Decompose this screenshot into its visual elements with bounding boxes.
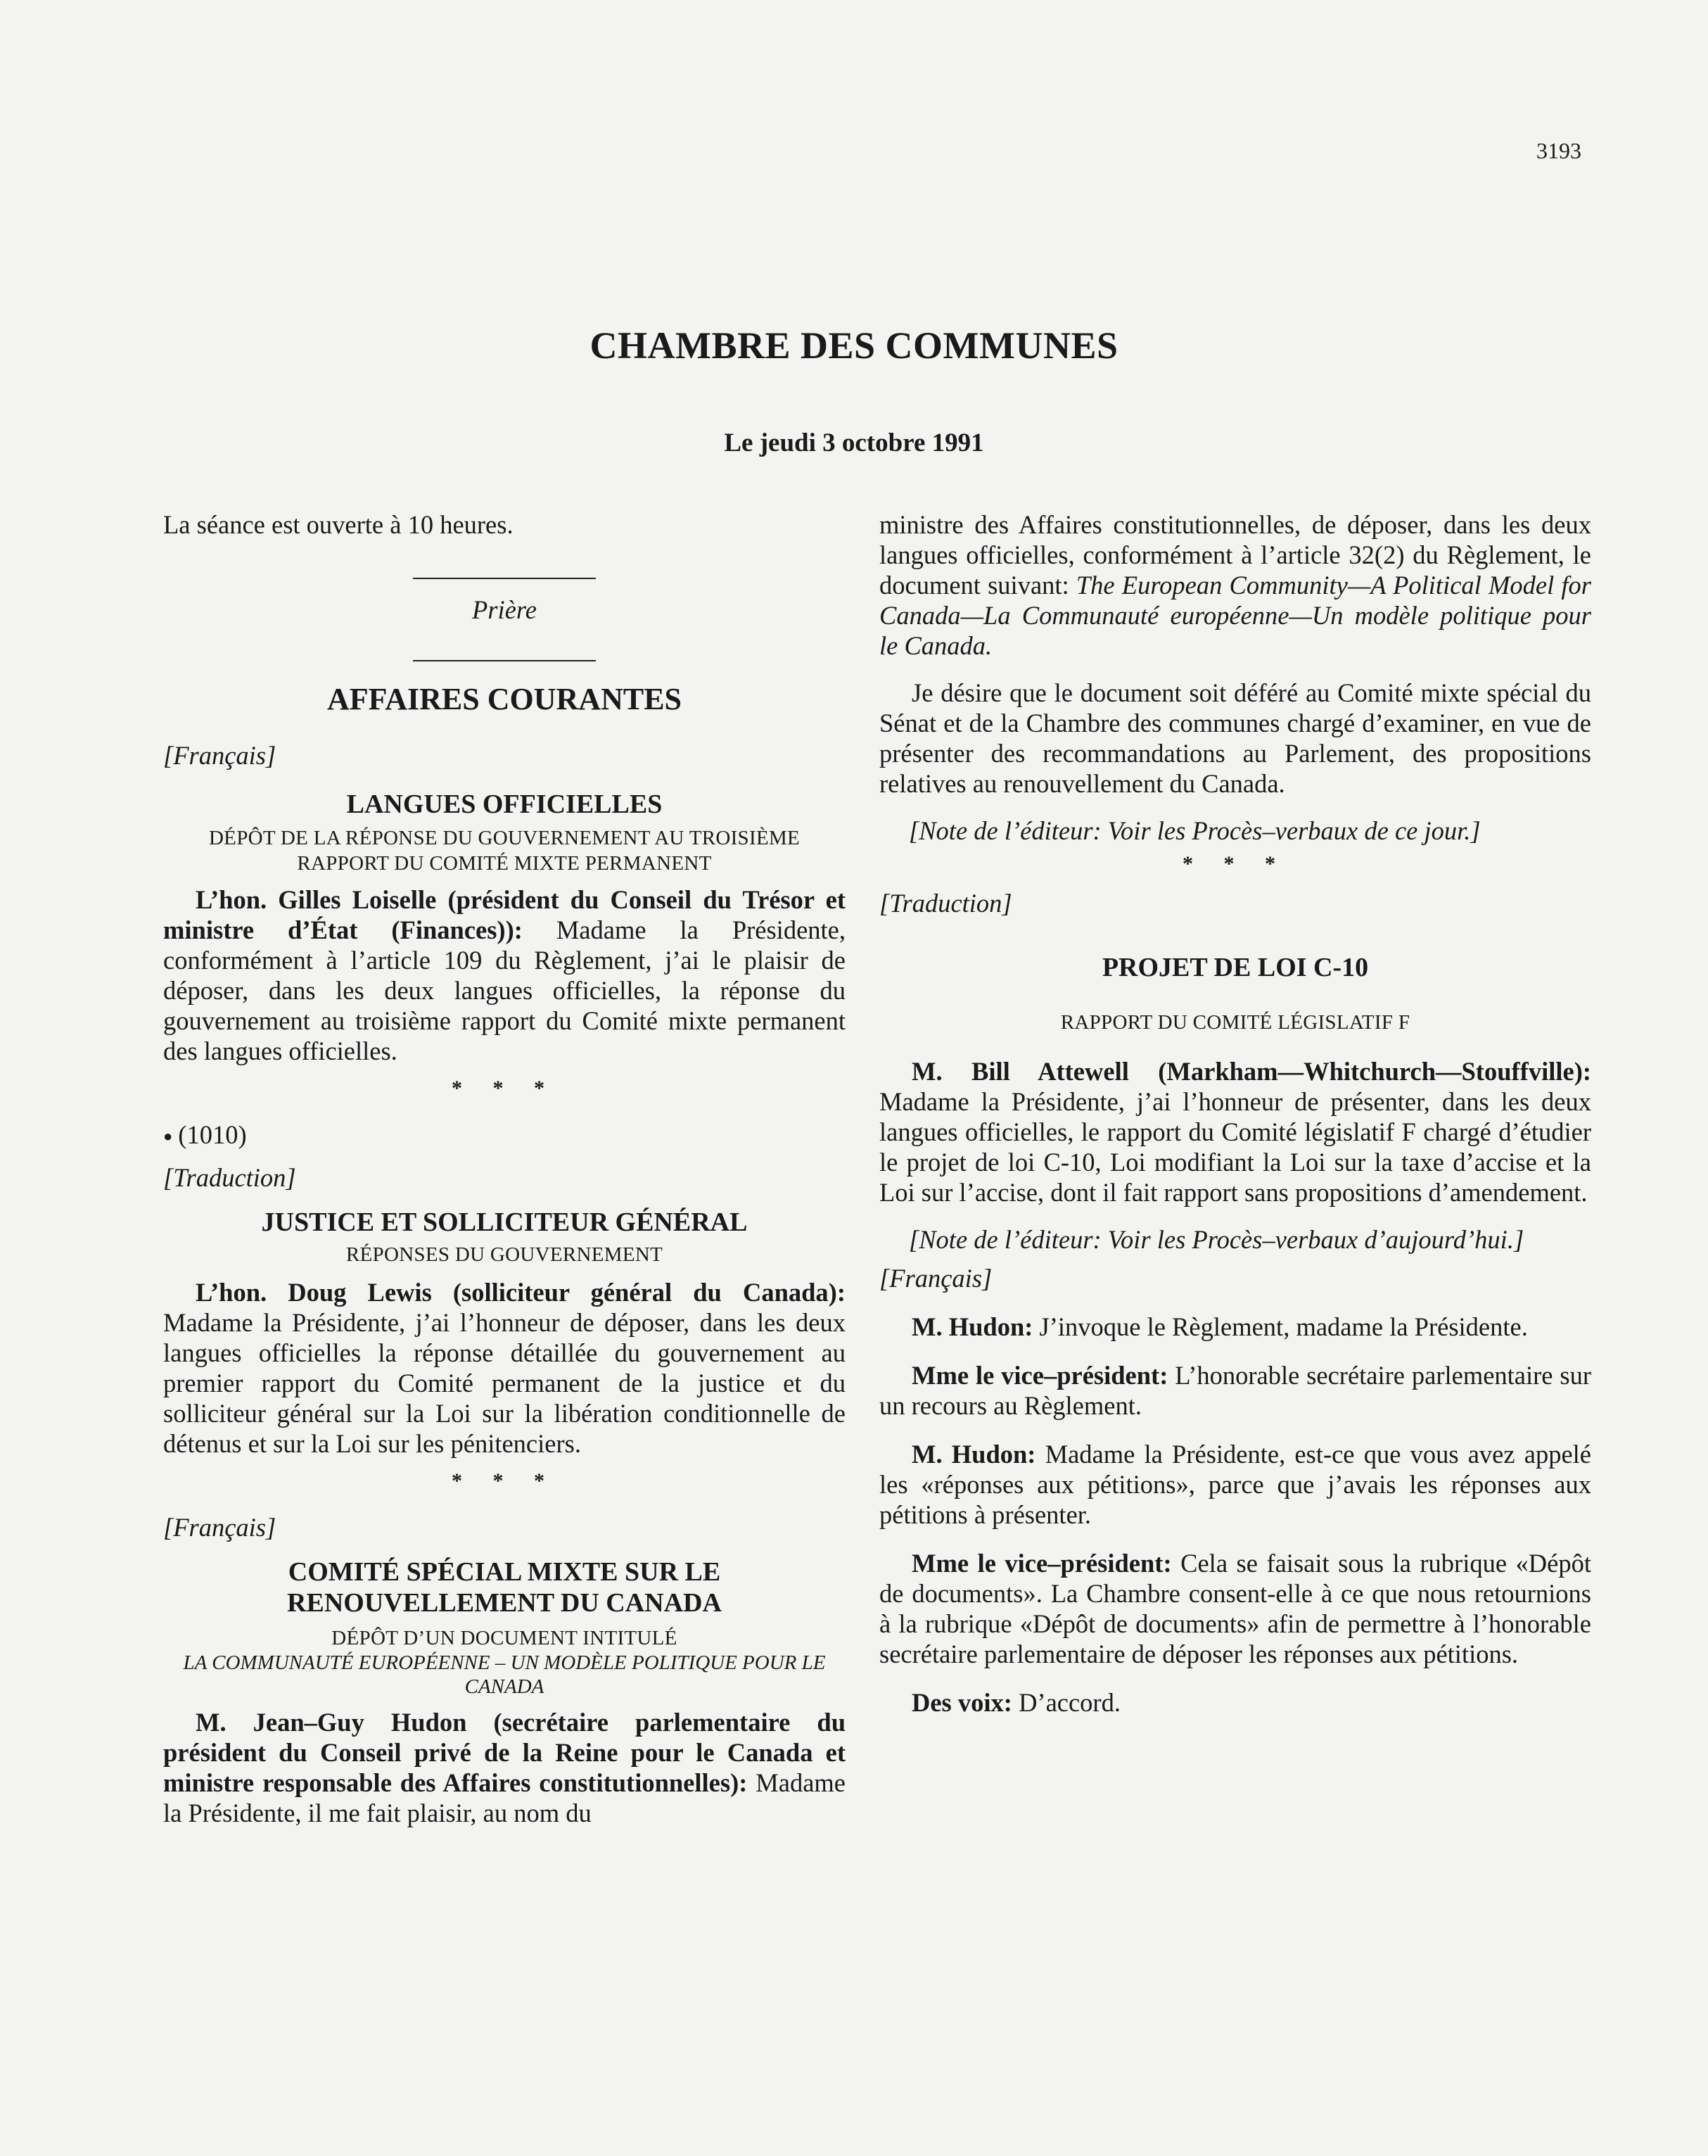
divider xyxy=(413,660,596,661)
time-marker: ● (1010) xyxy=(163,1120,846,1151)
speech-text: Cela se faisait sous la rubrique «Dépôt de documents». La Chambre consent-elle à ce que nous retournions à la rubrique «Dépôt de documents» afin de permettre à l’honorable secrétaire parlementaire de déposer les réponses aux pétitions. xyxy=(879,1549,1592,1668)
editor-note: [Note de l’éditeur: Voir les Procès–verbaux de ce jour.] xyxy=(909,816,1481,845)
hudon-question-paragraph xyxy=(879,1439,1591,1530)
language-tag: [Traduction] xyxy=(163,1163,296,1192)
speech-text: Madame la Présidente, j’ai l’honneur de présenter, dans les deux langues officielles, le rapport du Comité législatif F chargé d’étudier le projet de loi C-10, Loi modifiant la Loi sur la taxe d’accise et la Loi sur l’accise, dont il fait rapport sans propositions d’amendement. xyxy=(879,1087,1591,1207)
hudon-continued-paragraph xyxy=(879,509,1591,661)
speech-text: Madame la Présidente, j’ai l’honneur de déposer, dans les deux langues officielles la réponse détaillée du gouvernement au premier rapport du Comité permanent de la justice et du solliciteur général sur la Loi sur la libération conditionnelle de détenus et sur la Loi sur les pénitenciers. xyxy=(163,1308,846,1458)
rapport-subheading: RAPPORT DU COMITÉ LÉGISLATIF F xyxy=(1060,1011,1410,1034)
left-column xyxy=(163,508,846,1828)
language-tag: [Français] xyxy=(163,741,276,770)
divider xyxy=(413,578,596,579)
speech-text: Madame la Présidente, il me fait plaisir, au nom du xyxy=(163,1768,846,1827)
speaker-name: M. Jean–Guy Hudon (secrétaire parlementaire du président du Conseil privé de la Reine pour le Canada et ministre responsable des Affaires constitutionnelles): xyxy=(163,1708,846,1797)
lewis-paragraph xyxy=(163,1277,846,1459)
voices-paragraph xyxy=(879,1687,1591,1718)
speaker-name: Des voix: xyxy=(912,1688,1012,1717)
speaker-name: M. Hudon: xyxy=(912,1440,1036,1469)
vice-president-paragraph xyxy=(879,1360,1591,1421)
section-separator: * * * xyxy=(452,1077,557,1100)
speech-text: ministre des Affaires constitutionnelles, de déposer, dans les deux langues officielles, conformément à l’article 32(2) du Règlement, le document suivant: xyxy=(879,510,1591,600)
page-title: CHAMBRE DES COMMUNES xyxy=(589,324,1119,367)
language-tag: [Français] xyxy=(163,1513,276,1542)
opening-line: La séance est ouverte à 10 heures. xyxy=(163,510,514,539)
section-separator: * * * xyxy=(452,1469,557,1492)
document-title: The European Community—A Political Model for Canada—La Communauté européenne—Un modèle politique pour le Canada. xyxy=(879,571,1591,660)
attewell-paragraph xyxy=(879,1056,1591,1207)
language-tag: [Français] xyxy=(879,1264,993,1293)
speaker-name: M. Bill Attewell (Markham—Whitchurch—Stouffville): xyxy=(912,1057,1591,1086)
vice-president-answer-paragraph xyxy=(879,1548,1591,1669)
page-number: 3193 xyxy=(1536,138,1581,163)
sitting-date: Le jeudi 3 octobre 1991 xyxy=(724,429,984,457)
language-tag: [Traduction] xyxy=(879,889,1012,918)
speech-text: D’accord. xyxy=(1012,1688,1121,1717)
right-column xyxy=(879,508,1591,1718)
comite-heading: COMITÉ SPÉCIAL MIXTE SUR LE RENOUVELLEMENT DU CANADA xyxy=(287,1557,722,1618)
affaires-courantes-heading: AFFAIRES COURANTES xyxy=(326,682,682,716)
speech-text: J’invoque le Règlement, madame la Présidente. xyxy=(1033,1312,1528,1341)
speech-text: Madame la Présidente, conformément à l’article 109 du Règlement, j’ai le plaisir de déposer, dans les deux langues officielles, la réponse du gouvernement au troisième rapport du Comité mixte permanent des langues officielles. xyxy=(163,915,846,1065)
desire-paragraph: Je désire que le document soit déféré au Comité mixte spécial du Sénat et de la Chambre des communes chargé d’examiner, en vue de présenter des recommandations au Parlement, des propositions relatives au renouvellement du Canada. xyxy=(879,678,1591,798)
speaker-name: L’hon. Gilles Loiselle (président du Conseil du Trésor et ministre d’État (Finances)): xyxy=(163,885,846,944)
section-separator: * * * xyxy=(1183,852,1288,875)
speaker-name: Mme le vice–président: xyxy=(912,1361,1168,1390)
hudon-paragraph xyxy=(163,1707,846,1828)
editor-note: [Note de l’éditeur: Voir les Procès–verbaux d’aujourd’hui.] xyxy=(909,1225,1524,1254)
speaker-name: L’hon. Doug Lewis (solliciteur général du Canada): xyxy=(196,1278,846,1307)
loiselle-paragraph xyxy=(163,884,846,1066)
justice-subheading: RÉPONSES DU GOUVERNEMENT xyxy=(345,1243,663,1266)
langues-heading: LANGUES OFFICIELLES xyxy=(346,790,663,819)
depot-subheading: DÉPÔT D’UN DOCUMENT INTITULÉ xyxy=(331,1627,677,1649)
langues-subheading: DÉPÔT DE LA RÉPONSE DU GOUVERNEMENT AU TROISIÈME RAPPORT DU COMITÉ MIXTE PERMANENT xyxy=(208,827,801,875)
priere-heading: Prière xyxy=(472,595,537,624)
speaker-name: M. Hudon: xyxy=(912,1312,1033,1341)
justice-heading: JUSTICE ET SOLLICITEUR GÉNÉRAL xyxy=(261,1207,748,1237)
depot-document-title: LA COMMUNAUTÉ EUROPÉENNE – UN MODÈLE POLITIQUE POUR LE CANADA xyxy=(183,1651,826,1698)
projet-heading: PROJET DE LOI C-10 xyxy=(1102,953,1369,982)
hudon-point-paragraph xyxy=(879,1312,1591,1342)
speech-text: Madame la Présidente, est-ce que vous avez appelé les «réponses aux pétitions», parce que j’avais les réponses aux pétitions à présenter. xyxy=(879,1440,1591,1529)
speech-text: L’honorable secrétaire parlementaire sur un recours au Règlement. xyxy=(879,1361,1591,1420)
speaker-name: Mme le vice–président: xyxy=(912,1549,1172,1578)
